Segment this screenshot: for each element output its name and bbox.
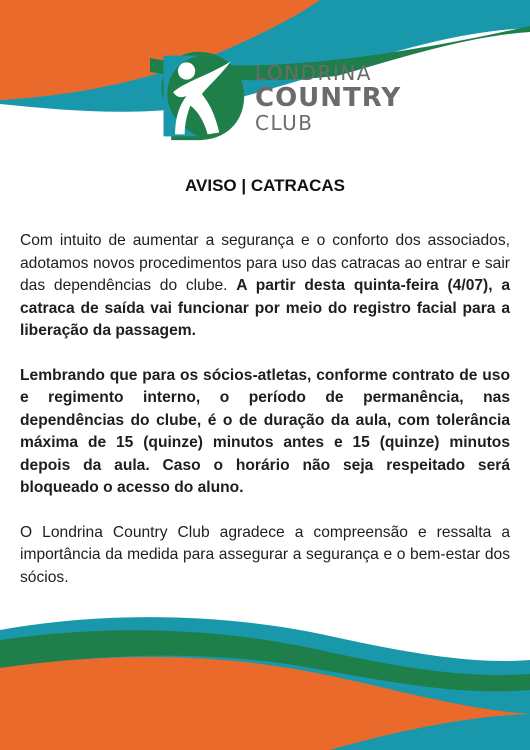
logo-wordmark: [255, 62, 401, 134]
club-logo: [152, 48, 402, 148]
notice-title: AVISO | CATRACAS: [185, 176, 345, 195]
paragraph-thanks: O Londrina Country Club agradece a compreensão e ressalta a importância da medida para assegurar a segurança e o bem-estar dos sócios.: [20, 523, 510, 586]
logo-mark-icon: [152, 48, 248, 144]
notice-body: [20, 230, 510, 589]
paragraph-intro: [20, 230, 510, 343]
bottom-wave-decoration: [0, 610, 530, 750]
logo-line-club: CLUB: [255, 111, 314, 135]
logo-line-country: COUNTRY: [255, 83, 402, 113]
paragraph-athletes: Lembrando que para os sócios-atletas, conforme contrato de uso e regimento interno, o período de permanência, nas dependências do clube, é o de duração da aula, com tolerância máxima de 15 (quinze) minutos antes e 15 (quinze) minutos depois da aula. Caso o horário não seja respeitado será bloqueado o acesso do aluno.: [20, 366, 510, 496]
paragraph-intro-regular: Com intuito de aumentar a segurança e o conforto dos associados, adotamos novos procedimentos para uso das catracas ao entrar e sair das dependências do clube.: [20, 232, 510, 294]
paragraph-intro-bold: A partir desta quinta-feira (4/07), a catraca de saída vai funcionar por meio do registro facial para a liberação da passagem.: [20, 277, 510, 339]
logo-line-londrina: LONDRINA: [255, 61, 372, 85]
